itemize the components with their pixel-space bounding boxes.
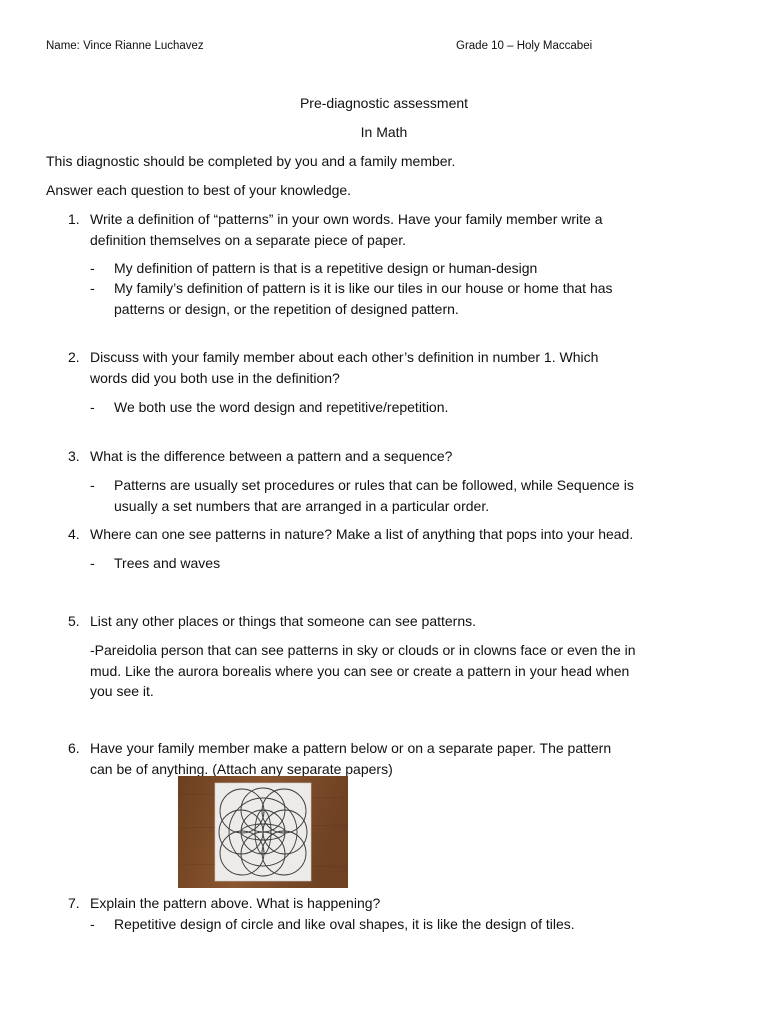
pattern-photo [178, 776, 348, 888]
bullet-dash: - [90, 399, 95, 415]
question-text: What is the difference between a pattern and a sequence? [90, 448, 453, 464]
question-number: 6. [68, 740, 80, 756]
page-subtitle: In Math [360, 124, 408, 140]
intro-line-2: Answer each question to best of your knowledge. [46, 182, 352, 198]
question-number: 5. [68, 613, 80, 629]
bullet-dash: - [90, 477, 95, 493]
answer-text: -Pareidolia person that can see patterns in sky or clouds or in clowns face or even the in mud. Like the aurora borealis where you can see or create a pattern in your head when you see it. [90, 642, 636, 699]
bullet-dash: - [90, 280, 95, 296]
answer-text: Patterns are usually set procedures or rules that can be followed, while Sequence is usually a set numbers that are arranged in a particular order. [114, 477, 634, 514]
answer-text: My definition of pattern is that is a repetitive design or human-design [114, 260, 538, 276]
bullet-dash: - [90, 916, 95, 932]
question-number: 1. [68, 211, 80, 227]
answer-text: Trees and waves [114, 555, 221, 571]
question-text: Write a definition of “patterns” in your own words. Have your family member write a definition themselves on a separate piece of paper. [90, 211, 603, 248]
question-text: Have your family member make a pattern below or on a separate paper. The pattern can be of anything. (Attach any separate papers) [90, 740, 612, 777]
intro-line-1: This diagnostic should be completed by you and a family member. [46, 153, 456, 169]
pattern-drawing [178, 776, 348, 888]
page-title: Pre-diagnostic assessment [299, 95, 469, 111]
question-text: Explain the pattern above. What is happening? [90, 895, 381, 911]
student-name: Name: Vince Rianne Luchavez [46, 40, 204, 52]
question-text: List any other places or things that someone can see patterns. [90, 613, 477, 629]
question-number: 2. [68, 349, 80, 365]
grade-section: Grade 10 – Holy Maccabei [456, 40, 593, 52]
question-number: 7. [68, 895, 80, 911]
bullet-dash: - [90, 555, 95, 571]
answer-text: My family’s definition of pattern is it is like our tiles in our house or home that has patterns or design, or the repetition of designed pattern. [114, 280, 613, 317]
question-text: Where can one see patterns in nature? Make a list of anything that pops into your head. [90, 526, 634, 542]
question-number: 3. [68, 448, 80, 464]
question-text: Discuss with your family member about each other’s definition in number 1. Which words did you both use in the definition? [90, 349, 599, 386]
bullet-dash: - [90, 260, 95, 276]
question-number: 4. [68, 526, 80, 542]
answer-text: Repetitive design of circle and like oval shapes, it is like the design of tiles. [114, 916, 575, 932]
answer-text: We both use the word design and repetitive/repetition. [114, 399, 449, 415]
